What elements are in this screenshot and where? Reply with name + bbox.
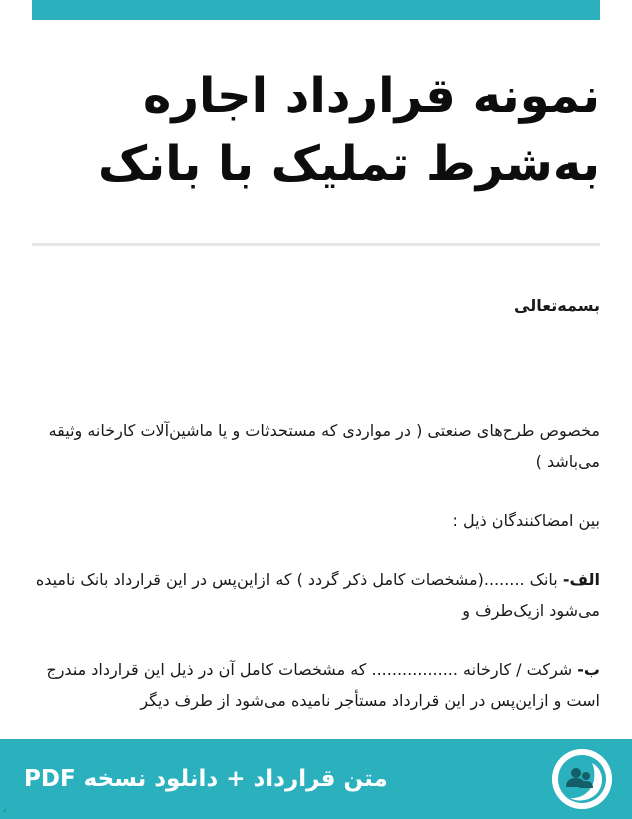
download-cta-bar[interactable] bbox=[0, 739, 632, 819]
title-divider bbox=[32, 243, 600, 246]
intro-paragraph: مخصوص طرح‌های صنعتی ( در مواردی که مستحدثات و یا ماشین‌آلات کارخانه وثیقه می‌باشد ) bbox=[48, 421, 600, 471]
clause-alef-label: الف- bbox=[562, 570, 600, 589]
page-title: نمونه قرارداد اجاره به‌شرط تملیک با بانک bbox=[98, 68, 600, 192]
clause-be bbox=[32, 654, 600, 716]
corner-mark: ٫ bbox=[3, 804, 6, 814]
article-body bbox=[32, 290, 600, 716]
users-chat-logo-icon bbox=[552, 749, 612, 809]
top-accent-bar bbox=[32, 0, 600, 20]
clause-alef bbox=[32, 564, 600, 626]
clause-be-label: ب- bbox=[577, 660, 600, 679]
invocation-heading: بسمه‌تعالی bbox=[514, 296, 600, 315]
parties-paragraph: بین امضاکنندگان ذیل : bbox=[452, 511, 600, 530]
clause-alef-text: بانک ........(مشخصات کامل ذکر گردد ) که ازاین‌پس در این قرارداد بانک نامیده می‌شود ازیک‌طرف و bbox=[35, 570, 600, 620]
download-cta-label[interactable]: متن قرارداد + دانلود نسخه PDF bbox=[24, 766, 388, 792]
clause-be-text: شرکت / کارخانه ................. که مشخصات کامل آن در ذیل این قرارداد مندرج است و ازاین‌پس در این قرارداد مستأجر نامیده می‌شود از طرف دیگر bbox=[46, 660, 600, 710]
